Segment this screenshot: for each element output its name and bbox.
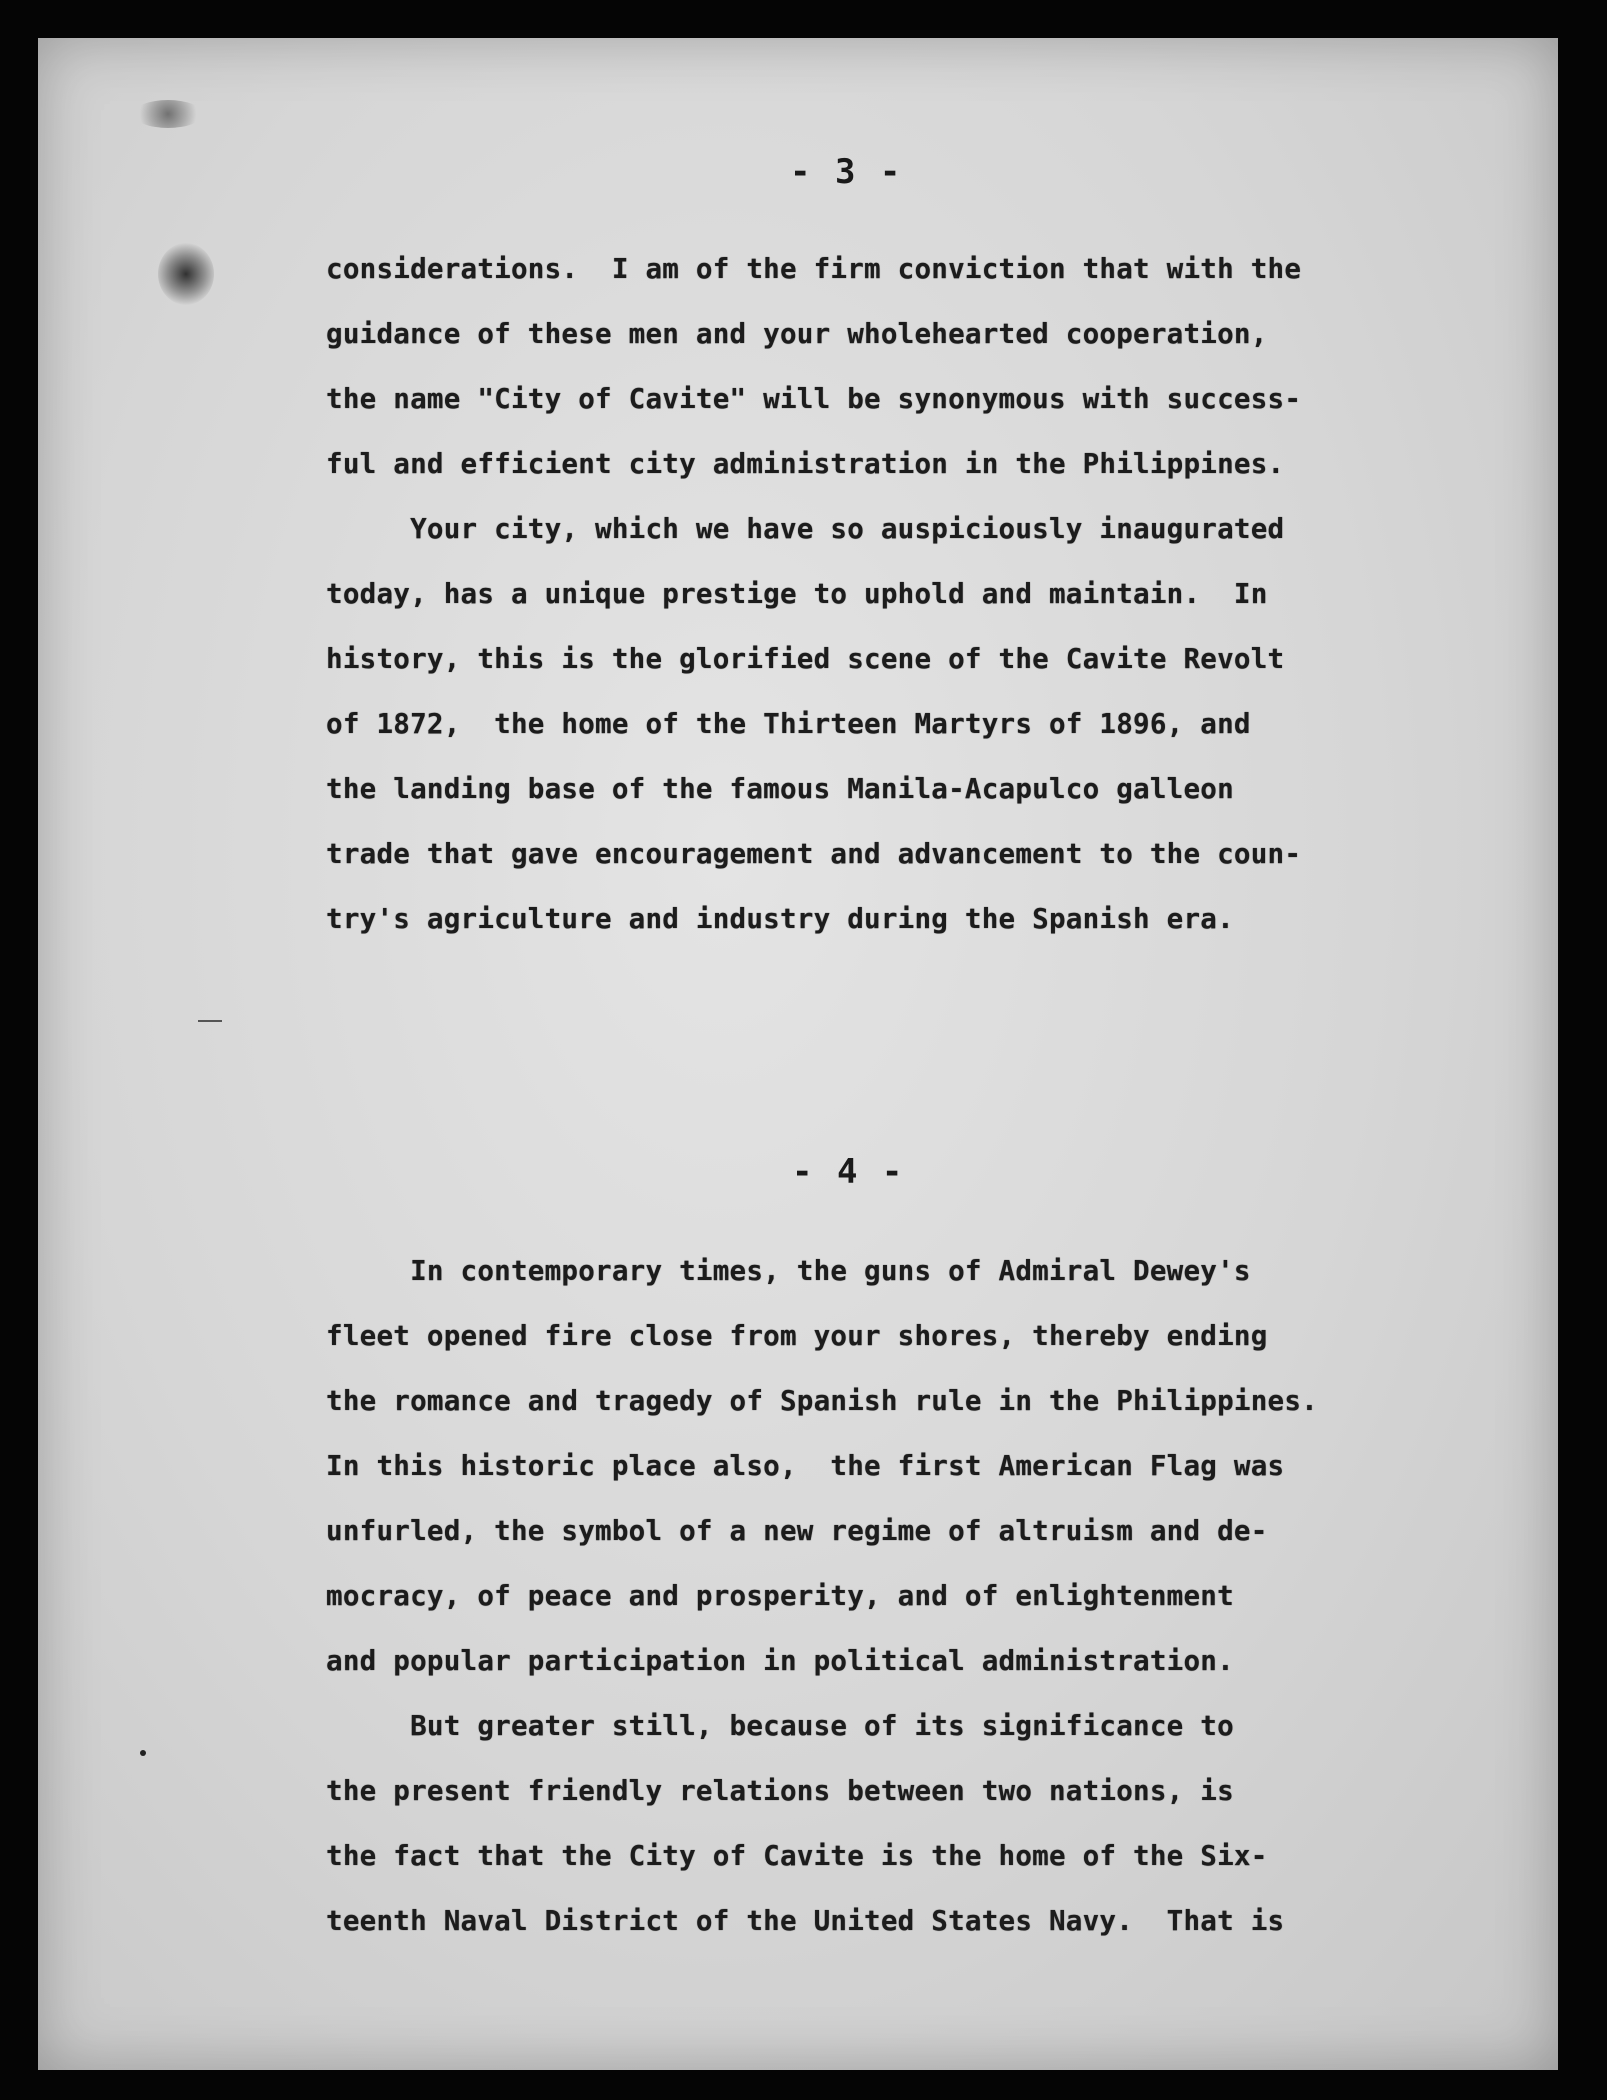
speck	[140, 1750, 146, 1756]
text-line: considerations. I am of the firm conviction that with the	[326, 252, 1302, 285]
text-line: the present friendly relations between two nations, is	[326, 1774, 1234, 1807]
page-number-4: - 4 -	[792, 1152, 905, 1192]
text-line: the landing base of the famous Manila-Acapulco galleon	[326, 772, 1234, 805]
text-line: the fact that the City of Cavite is the home of the Six-	[326, 1839, 1268, 1872]
margin-mark	[198, 1020, 222, 1022]
text-line: In this historic place also, the first American Flag was	[326, 1449, 1285, 1482]
text-line: mocracy, of peace and prosperity, and of enlightenment	[326, 1579, 1234, 1612]
text-line: ful and efficient city administration in the Philippines.	[326, 447, 1285, 480]
text-line: But greater still, because of its significance to	[326, 1709, 1234, 1742]
text-line: In contemporary times, the guns of Admiral Dewey's	[326, 1254, 1251, 1287]
text-line: trade that gave encouragement and advancement to the coun-	[326, 837, 1302, 870]
text-line: unfurled, the symbol of a new regime of altruism and de-	[326, 1514, 1268, 1547]
ink-smudge	[133, 100, 203, 128]
section-4-text	[326, 1238, 1506, 1953]
text-line: teenth Naval District of the United States Navy. That is	[326, 1904, 1285, 1937]
page-number-3: - 3 -	[790, 152, 903, 192]
text-line: the romance and tragedy of Spanish rule in the Philippines.	[326, 1384, 1318, 1417]
text-line: history, this is the glorified scene of the Cavite Revolt	[326, 642, 1285, 675]
text-line: Your city, which we have so auspiciously inaugurated	[326, 512, 1285, 545]
text-line: today, has a unique prestige to uphold and maintain. In	[326, 577, 1268, 610]
text-line: guidance of these men and your wholehearted cooperation,	[326, 317, 1268, 350]
text-line: try's agriculture and industry during the Spanish era.	[326, 902, 1234, 935]
text-line: the name "City of Cavite" will be synonymous with success-	[326, 382, 1302, 415]
text-line: fleet opened fire close from your shores, thereby ending	[326, 1319, 1268, 1352]
text-line: and popular participation in political administration.	[326, 1644, 1234, 1677]
section-3-text	[326, 236, 1506, 951]
ink-smudge	[158, 243, 214, 305]
text-line: of 1872, the home of the Thirteen Martyrs of 1896, and	[326, 707, 1251, 740]
